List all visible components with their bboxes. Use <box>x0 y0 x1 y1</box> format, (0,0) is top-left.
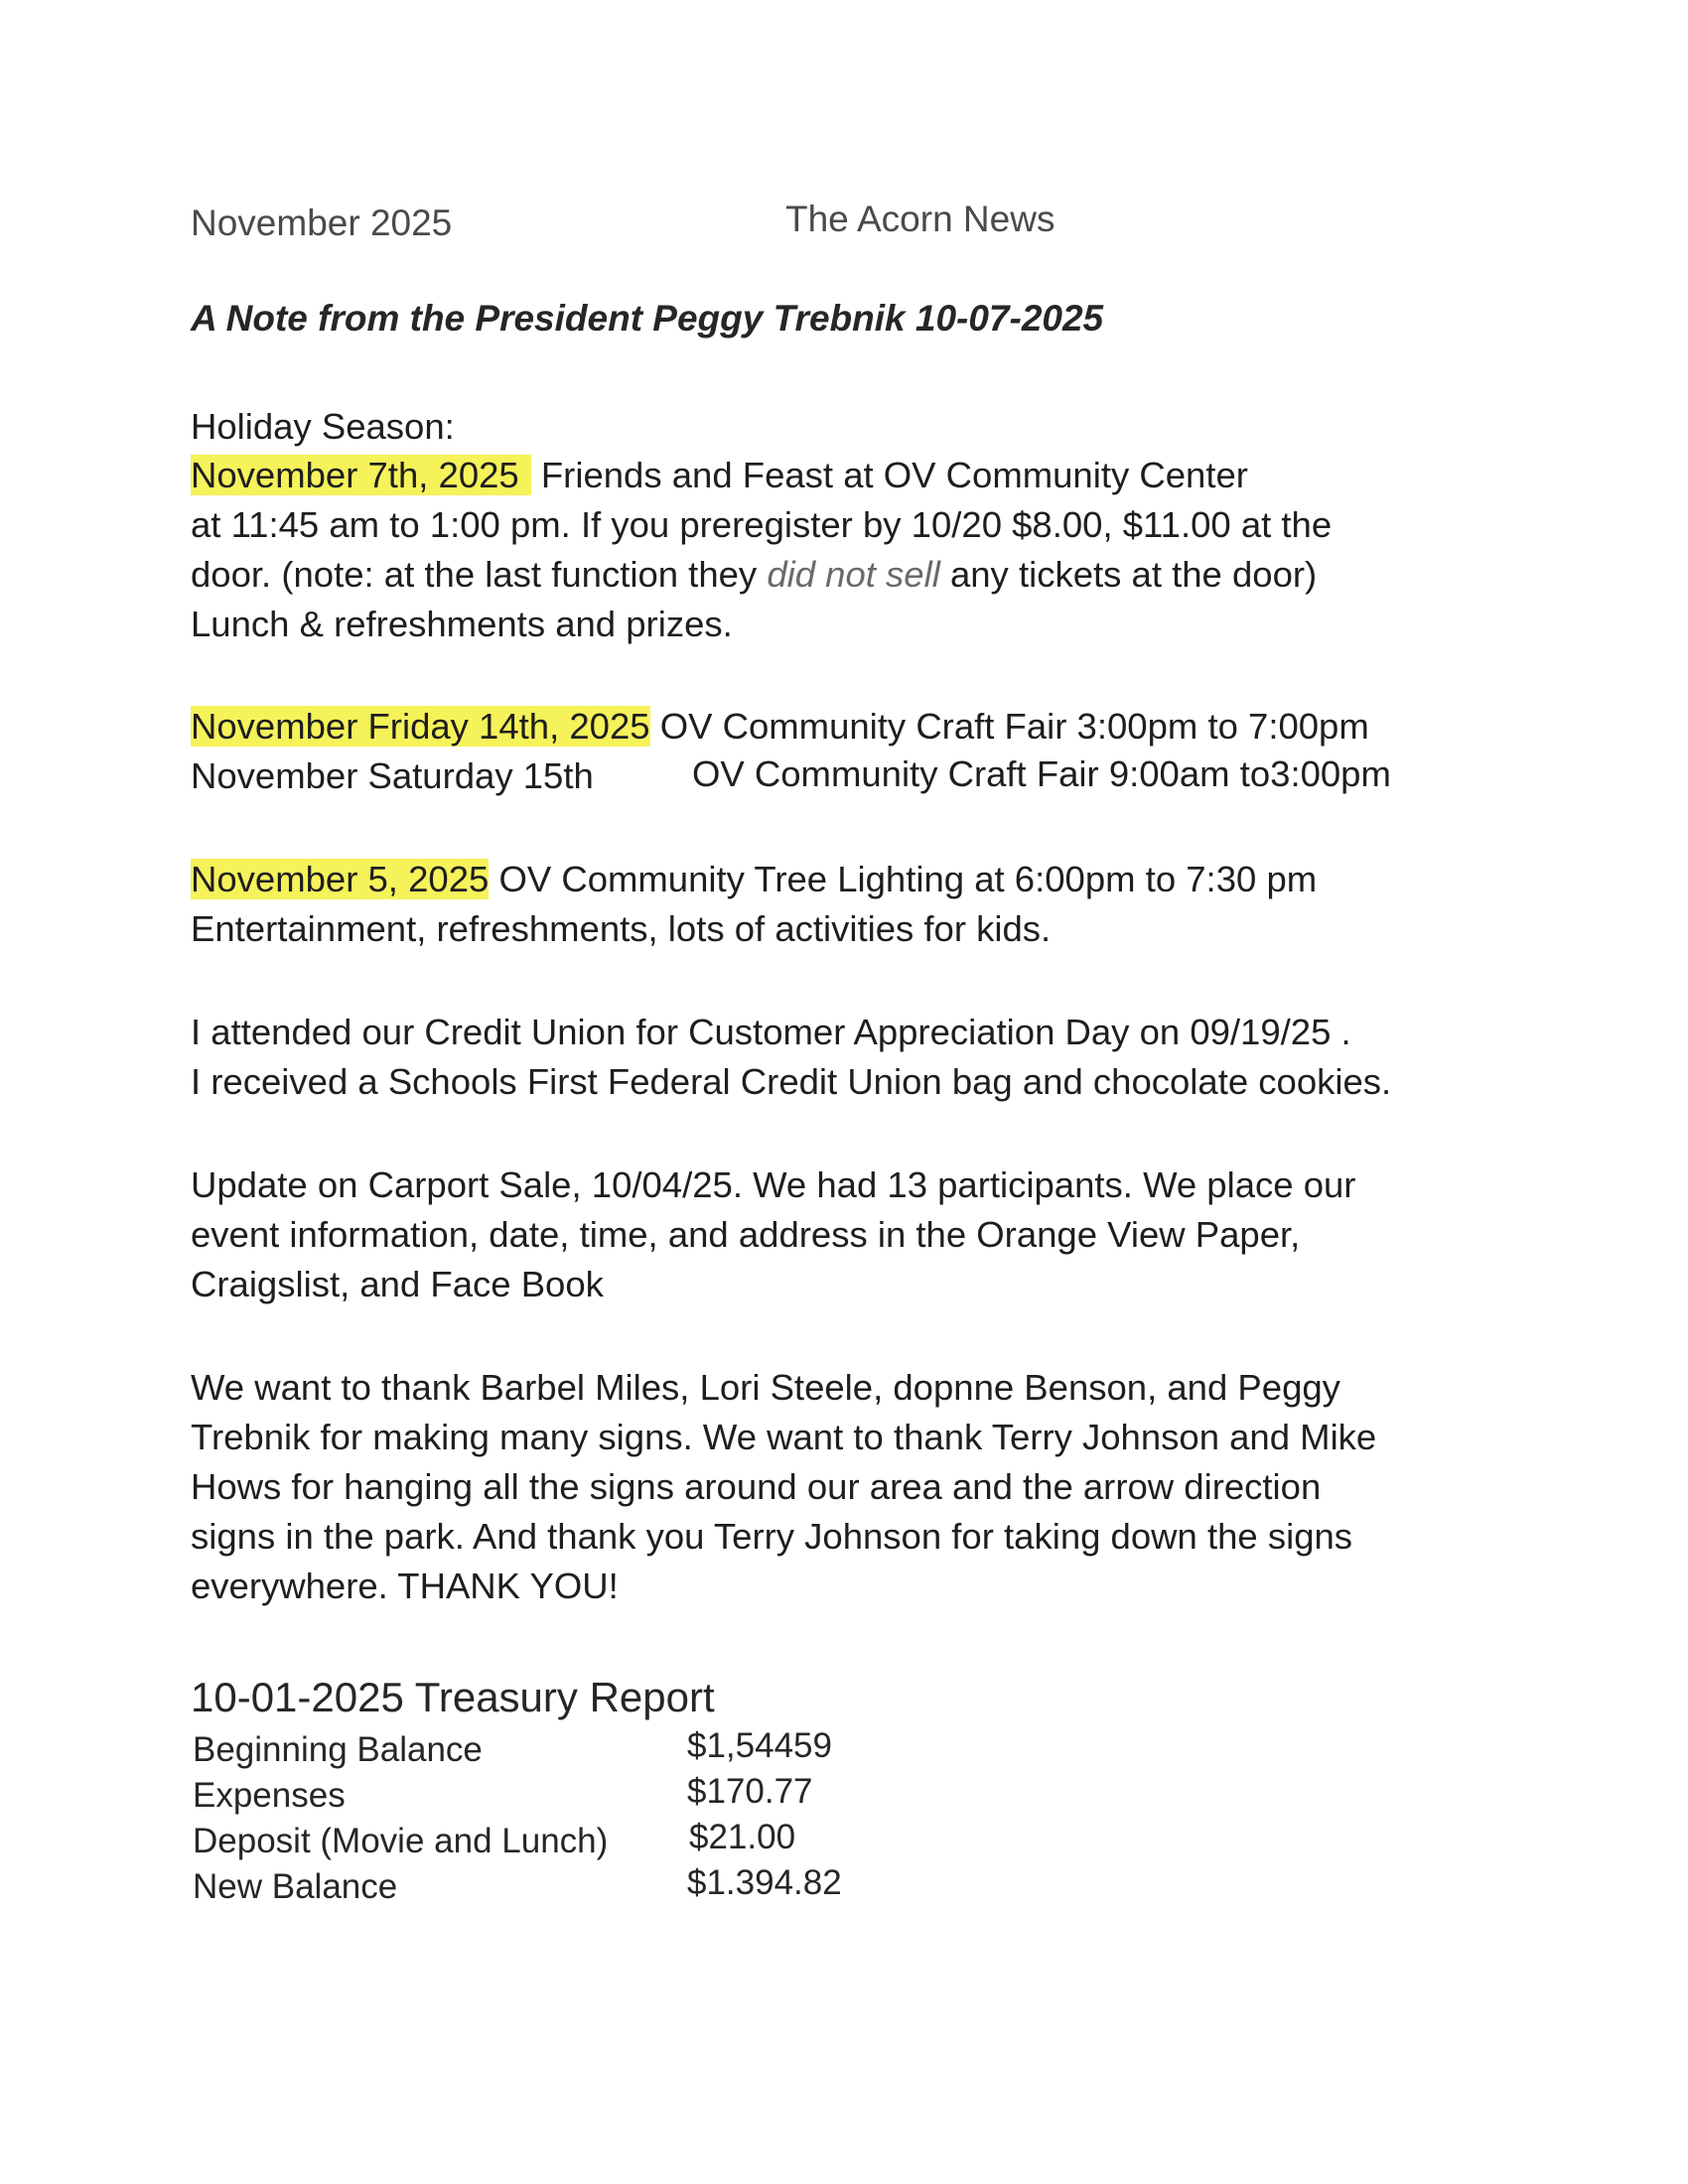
event1-text1: Friends and Feast at OV Community Center <box>540 455 1248 495</box>
event2-text: OV Community Craft Fair 3:00pm to 7:00pm <box>659 706 1369 747</box>
treasury-title: 10-01-2025 Treasury Report <box>191 1674 715 1720</box>
credit-union-line2: I received a Schools First Federal Credit Union bag and chocolate cookies. <box>191 1061 1392 1102</box>
event3-text: OV Community Tree Lighting at 6:00pm to 7:30 pm <box>498 859 1318 899</box>
thanks-line3: Hows for hanging all the signs around our area and the arrow direction <box>191 1466 1322 1507</box>
newsletter-title: The Acorn News <box>785 199 1055 239</box>
event1-line1 <box>191 454 1248 497</box>
carport-line1: Update on Carport Sale, 10/04/25. We had 13 participants. We place our <box>191 1164 1356 1205</box>
treasury-value-expenses: $170.77 <box>687 1772 813 1811</box>
event1-line4: Lunch & refreshments and prizes. <box>191 604 733 644</box>
carport-line3: Craigslist, and Face Book <box>191 1264 604 1304</box>
event1-line3 <box>191 553 1317 597</box>
thanks-line2: Trebnik for making many signs. We want to thank Terry Johnson and Mike <box>191 1417 1377 1457</box>
event1-text3-emphasis: did not sell <box>767 554 940 595</box>
carport-line2: event information, date, time, and address in the Orange View Paper, <box>191 1214 1301 1255</box>
issue-date: November 2025 <box>191 203 453 243</box>
event1-text3-after: any tickets at the door) <box>939 554 1318 595</box>
event1-date-highlight: November 7th, 2025 <box>191 455 531 495</box>
president-note-title: A Note from the President Peggy Trebnik 10-07-2025 <box>191 298 1104 339</box>
thanks-line1: We want to thank Barbel Miles, Lori Steele, dopnne Benson, and Peggy <box>191 1367 1340 1408</box>
credit-union-line1: I attended our Credit Union for Customer Appreciation Day on 09/19/25 . <box>191 1012 1351 1052</box>
treasury-label-beginning: Beginning Balance <box>193 1730 483 1769</box>
event2-date-highlight: November Friday 14th, 2025 <box>191 706 650 747</box>
event3-date-highlight: November 5, 2025 <box>191 859 490 899</box>
treasury-label-deposit: Deposit (Movie and Lunch) <box>193 1822 609 1860</box>
event3-line2: Entertainment, refreshments, lots of activities for kids. <box>191 908 1052 949</box>
thanks-line5: everywhere. THANK YOU! <box>191 1566 619 1606</box>
thanks-line4: signs in the park. And thank you Terry Johnson for taking down the signs <box>191 1516 1353 1557</box>
treasury-value-deposit: $21.00 <box>689 1818 796 1856</box>
treasury-value-beginning: $1,54459 <box>687 1726 832 1765</box>
event2-line2 <box>191 754 594 798</box>
event2-text2: OV Community Craft Fair 9:00am to3:00pm <box>692 753 1391 794</box>
event1-text3-before: door. (note: at the last function they <box>191 554 768 595</box>
event3-line1 <box>191 858 1317 901</box>
treasury-label-expenses: Expenses <box>193 1776 346 1815</box>
event2-line1 <box>191 705 1369 749</box>
treasury-label-new-balance: New Balance <box>193 1867 398 1906</box>
holiday-heading: Holiday Season: <box>191 406 455 447</box>
event2-date2: November Saturday 15th <box>191 755 594 796</box>
treasury-value-new-balance: $1.394.82 <box>687 1863 842 1902</box>
event1-line2: at 11:45 am to 1:00 pm. If you preregister by 10/20 $8.00, $11.00 at the <box>191 504 1333 545</box>
